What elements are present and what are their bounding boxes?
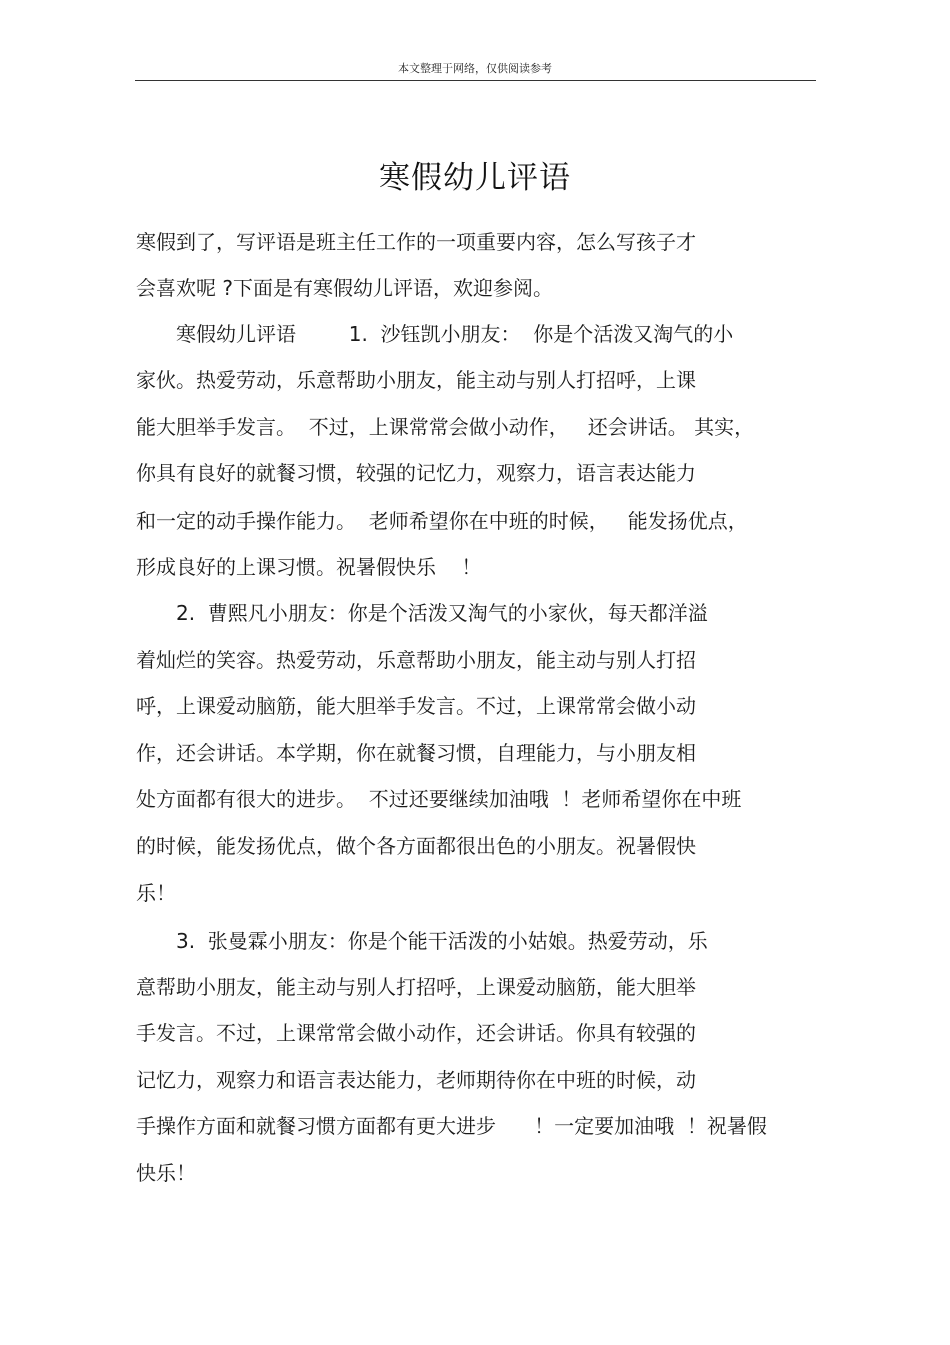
body-line: 3. 张曼霖小朋友：你是个能干活泼的小姑娘。热爱劳动，乐 [136, 929, 708, 953]
body-line: 形成良好的上课习惯。祝暑假快乐 ！ [136, 555, 482, 579]
header-divider [135, 80, 816, 81]
body-line: 2. 曹熙凡小朋友：你是个活泼又淘气的小家伙，每天都洋溢 [136, 601, 708, 625]
body-line: 家伙。热爱劳动，乐意帮助小朋友，能主动与别人打招呼，上课 [136, 368, 696, 392]
body-line: 的时候，能发扬优点，做个各方面都很出色的小朋友。祝暑假快 [136, 834, 696, 858]
document-title: 寒假幼儿评语 [379, 160, 571, 196]
body-line: 你具有良好的就餐习惯，较强的记忆力，观察力，语言表达能力 [136, 461, 696, 485]
body-line: 手操作方面和就餐习惯方面都有更大进步 ！一定要加油哦 ！祝暑假 [136, 1114, 767, 1138]
body-line: 会喜欢呢 ?下面是有寒假幼儿评语，欢迎参阅。 [136, 276, 553, 300]
body-line: 乐！ [136, 881, 176, 905]
body-line: 寒假到了，写评语是班主任工作的一项重要内容，怎么写孩子才 [136, 230, 696, 254]
body-line: 处方面都有很大的进步。 不过还要继续加油哦 ！老师希望你在中班 [136, 787, 742, 811]
body-line: 着灿烂的笑容。热爱劳动，乐意帮助小朋友，能主动与别人打招 [136, 648, 696, 672]
body-line: 呼，上课爱动脑筋，能大胆举手发言。不过，上课常常会做小动 [136, 694, 696, 718]
page-header: 本文整理于网络，仅供阅读参考 [398, 62, 552, 75]
body-line: 快乐！ [136, 1161, 196, 1185]
body-line: 作，还会讲话。本学期，你在就餐习惯，自理能力，与小朋友相 [136, 741, 696, 765]
body-line: 记忆力，观察力和语言表达能力，老师期待你在中班的时候，动 [136, 1068, 696, 1092]
body-line: 和一定的动手操作能力。 老师希望你在中班的时候， 能发扬优点， [136, 509, 748, 533]
body-line: 能大胆举手发言。 不过，上课常常会做小动作， 还会讲话。 其实， [136, 415, 755, 439]
body-line: 手发言。不过，上课常常会做小动作，还会讲话。你具有较强的 [136, 1021, 696, 1045]
body-line: 寒假幼儿评语 1. 沙钰凯小朋友： 你是个活泼又淘气的小 [136, 322, 734, 346]
body-line: 意帮助小朋友，能主动与别人打招呼，上课爱动脑筋，能大胆举 [136, 975, 696, 999]
